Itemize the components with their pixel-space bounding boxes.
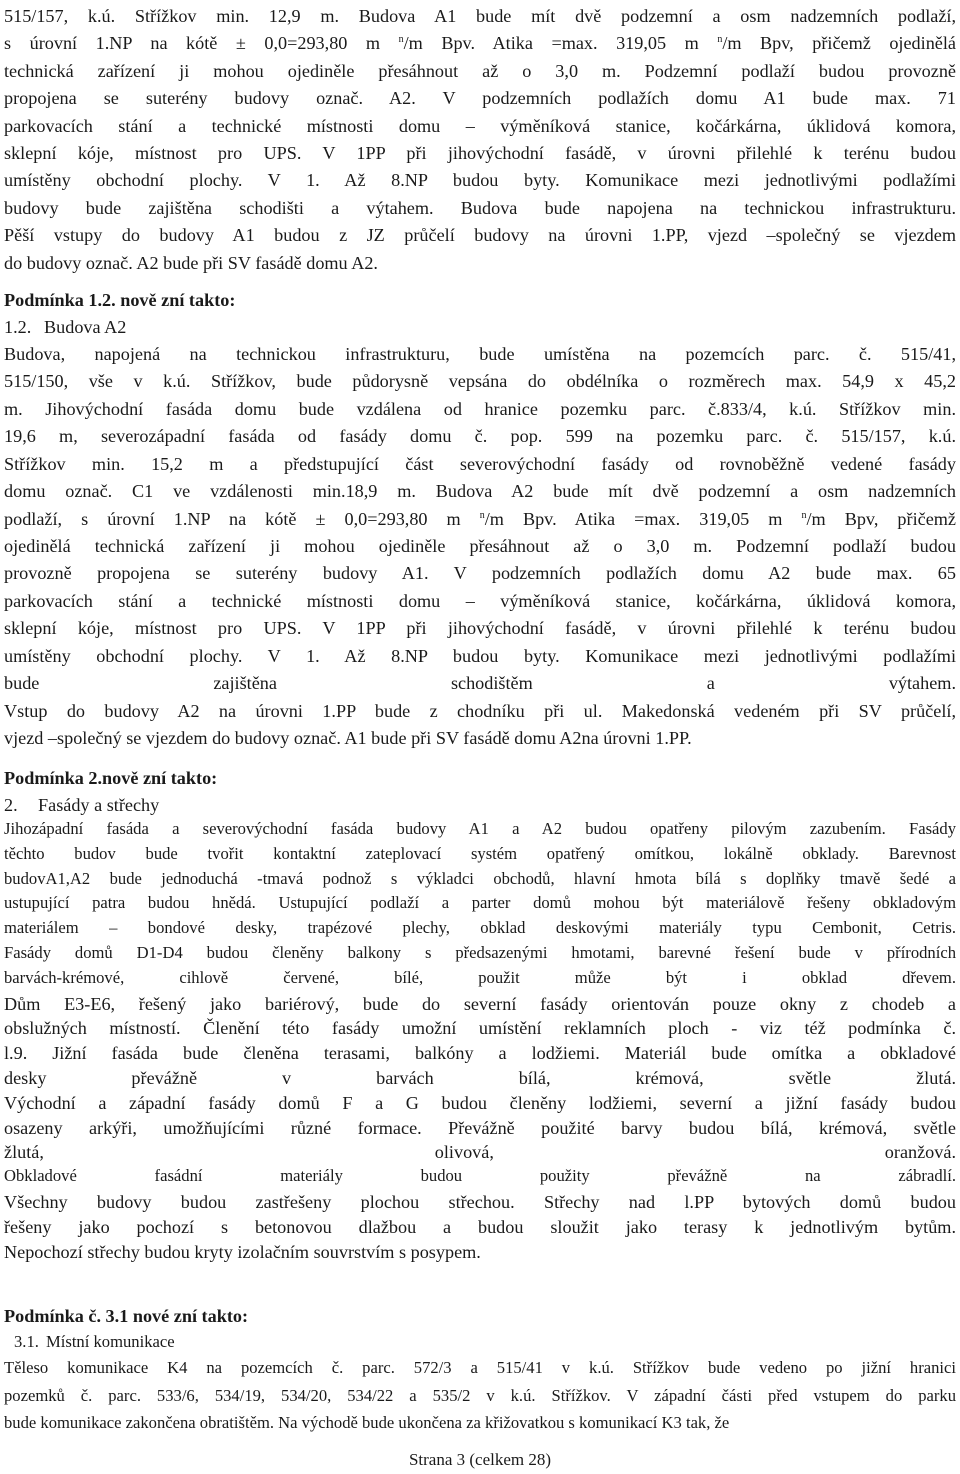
section-title-local-roads — [4, 1330, 956, 1354]
text-line: Pěší vstupy do budovy A1 budou z JZ průčelí budovy na úrovni 1.PP, vjezd –společný se vjezdem — [4, 225, 956, 246]
text-line: žlutá, olivová, oranžová. — [4, 1142, 956, 1163]
text-line: Těleso komunikace K4 na pozemcích č. parc. 572/3 a 515/41 v k.ú. Střížkov bude vedeno po jižní hranici — [4, 1358, 956, 1377]
text-line: Dům E3-E6, řešený jako bariérový, bude do severní fasády orientován pouze okny z chodeb a — [4, 993, 956, 1014]
heading-condition-3-1: Podmínka č. 3.1 nové zní takto: — [4, 1306, 249, 1326]
text-line: m. Jihovýchodní fasáda domu bude vzdálena od hranice pozemku parc. č.833/4, k.ú. Střížkov min. — [4, 398, 956, 419]
section-title: Fasády a střechy — [38, 795, 160, 815]
heading-condition-1-2: Podmínka 1.2. nově zní takto: — [4, 290, 236, 310]
text-line: Nepochozí střechy budou kryty izolačním souvrstvím s posypem. — [4, 1241, 481, 1262]
text-line: vjezd –společný se vjezdem do budovy označ. A1 bude při SV fasádě domu A2na úrovni 1.PP. — [4, 728, 692, 749]
text-line: budovy bude zajištěna schodišti a výtahem. Budova bude napojena na technickou infrastrukturu. — [4, 197, 956, 218]
text-segment: podlaží, s úrovní 1.NP na kótě ± 0,0=293,80 m — [4, 508, 480, 529]
superscript: n — [479, 509, 485, 521]
text-segment: /m Bpv. Atika =max. 319,05 m — [484, 508, 802, 529]
text-line: pozemků č. parc. 533/6, 534/19, 534/20, 534/22 a 535/2 v k.ú. Střížkov. V západní části před vstupem do parku — [4, 1385, 956, 1405]
superscript: n — [398, 34, 404, 46]
text-line: Všechny budovy budou zastřešeny plochou střechou. Střechy nad l.PP bytových domů budou — [4, 1192, 956, 1212]
text-line: řešeny jako pochozí s betonovou dlažbou a budou sloužit jako terasy k jednotlivým bytům. — [4, 1216, 956, 1237]
text-line: Budova, napojená na technickou infrastrukturu, bude umístěna na pozemcích parc. č. 515/41, — [4, 344, 956, 364]
text-line: Obkladové fasádní materiály budou použity převážně na zábradlí. — [4, 1166, 956, 1186]
text-line: bude zajištěna schodištěm a výtahem. — [4, 673, 956, 694]
text-line: materiálem – bondové desky, trapézové plechy, obklad deskovými materiály typu Cembonit, Cetris. — [4, 918, 956, 938]
section-number: 3.1. — [14, 1332, 39, 1351]
superscript: n — [801, 509, 807, 521]
text-line: umístěny obchodní plochy. V 1. Až 8.NP budou byty. Komunikace mezi jednotlivými podlažími — [4, 645, 956, 666]
section-number: 2. — [4, 795, 18, 815]
text-line: bude komunikace zakončena obratištěm. Na východě bude ukončena za křižovatkou s komunikací K3 tak, že — [4, 1413, 730, 1432]
text-line: ustupující patra budou hnědá. Ustupující podlaží a parter domů mohou být materiálově řešeny obkladovým — [4, 893, 956, 913]
text-line: 515/150, vše v k.ú. Střížkov, bude půdorysně vepsána do obdélníka o rozměrech max. 54,9 x 45,2 — [4, 371, 956, 392]
text-line: desky převážně v barvách bílá, krémová, světle žlutá. — [4, 1068, 956, 1088]
text-line: osazeny arkýři, umožňujícími různé formace. Převážně použité barvy budou bílá, krémová, světle — [4, 1117, 956, 1138]
text-line: l.9. Jižní fasáda bude členěna terasami, balkóny a lodžiemi. Materiál bude omítka a obkladové — [4, 1043, 956, 1064]
section-title: Budova A2 — [44, 317, 127, 337]
text-line: technická zařízení ji mohou ojediněle přesáhnout až o 3,0 m. Podzemní podlaží budou provozně — [4, 60, 956, 81]
section-title-building-a2 — [4, 314, 956, 340]
text-line: sklepní kóje, místnost pro UPS. V 1PP při jihovýchodní fasádě, v úrovni přilehlé k terénu budou — [4, 618, 956, 639]
heading-condition-2: Podmínka 2.nově zní takto: — [4, 768, 218, 788]
text-line: parkovacích stání a technické místnosti domu – výměníková stanice, kočárkárna, úklidová komora, — [4, 590, 956, 611]
text-line: sklepní kóje, místnost pro UPS. V 1PP při jihovýchodní fasádě, v úrovni přilehlé k terénu budou — [4, 143, 956, 163]
page-footer: Strana 3 (celkem 28) — [408, 1450, 552, 1469]
section-title-facades — [4, 792, 956, 818]
text-line: těchto budov bude tvořit kontaktní zateplovací systém opatřený omítkou, lokálně obklady. Barevnost — [4, 843, 956, 863]
text-line: umístěny obchodní plochy. V 1. Až 8.NP budou byty. Komunikace mezi jednotlivými podlažími — [4, 170, 956, 191]
text-segment: s úrovní 1.NP na kótě ± 0,0=293,80 m — [4, 33, 399, 54]
text-line: Fasády domů D1-D4 budou členěny balkony s předsazenými hmotami, barevné řešení bude v přírodních — [4, 943, 956, 962]
superscript: n — [717, 34, 723, 46]
text-line: provozně propojena se suterény budovy A1. V podzemních podlažích domu A2 bude max. 65 — [4, 563, 956, 584]
text-line: budovA1,A2 bude jednoduchá -tmavá podnož s výkladci obchodů, hlavní hmota bílá s doplňky tmavě šedé a — [4, 868, 956, 888]
text-segment: /m Bpv. Atika =max. 319,05 m — [403, 33, 718, 54]
text-line — [4, 506, 956, 532]
text-line: 19,6 m, severozápadní fasáda od fasády domu č. pop. 599 na pozemku parc. č. 515/157, k.ú. — [4, 426, 956, 447]
text-line: Východní a západní fasády domů F a G budou členěny lodžiemi, severní a jižní fasády budou — [4, 1092, 956, 1113]
text-segment: /m Bpv, přičemž ojedinělá — [722, 33, 956, 54]
text-line: 515/157, k.ú. Střížkov min. 12,9 m. Budova A1 bude mít dvě podzemní a osm nadzemních podlaží, — [4, 6, 956, 26]
text-line — [4, 30, 956, 56]
section-number: 1.2. — [4, 317, 32, 337]
text-line: do budovy označ. A2 bude při SV fasádě domu A2. — [4, 252, 378, 273]
text-line: barvách-krémové, cihlově červené, bílé, použit může být i obklad dřevem. — [4, 967, 956, 987]
section-title: Místní komunikace — [46, 1332, 175, 1351]
text-line: obslužných místností. Členění této fasády umožní umístění reklamních ploch - viz též podmínka č. — [4, 1018, 956, 1039]
text-line: Vstup do budovy A2 na úrovni 1.PP bude z chodníku při ul. Makedonská vedeném při SV průčelí, — [4, 700, 956, 721]
text-line: domu označ. C1 ve vzdálenosti min.18,9 m. Budova A2 bude mít dvě podzemní a osm nadzemních — [4, 481, 956, 502]
text-segment: /m Bpv, přičemž — [806, 508, 956, 529]
text-line: ojedinělá technická zařízení ji mohou ojediněle přesáhnout až o 3,0 m. Podzemní podlaží budou — [4, 536, 956, 556]
text-line: propojena se suterény budovy označ. A2. V podzemních podlažích domu A1 bude max. 71 — [4, 88, 956, 109]
text-line: Jihozápadní fasáda a severovýchodní fasáda budovy A1 a A2 budou opatřeny pilovým zazubením. Fasády — [4, 819, 956, 838]
text-line: Střížkov min. 15,2 m a předstupující část severovýchodní fasády od rovnoběžně vedené fasády — [4, 453, 956, 474]
text-line: parkovacích stání a technické místnosti domu – výměníková stanice, kočárkárna, úklidová komora, — [4, 115, 956, 136]
